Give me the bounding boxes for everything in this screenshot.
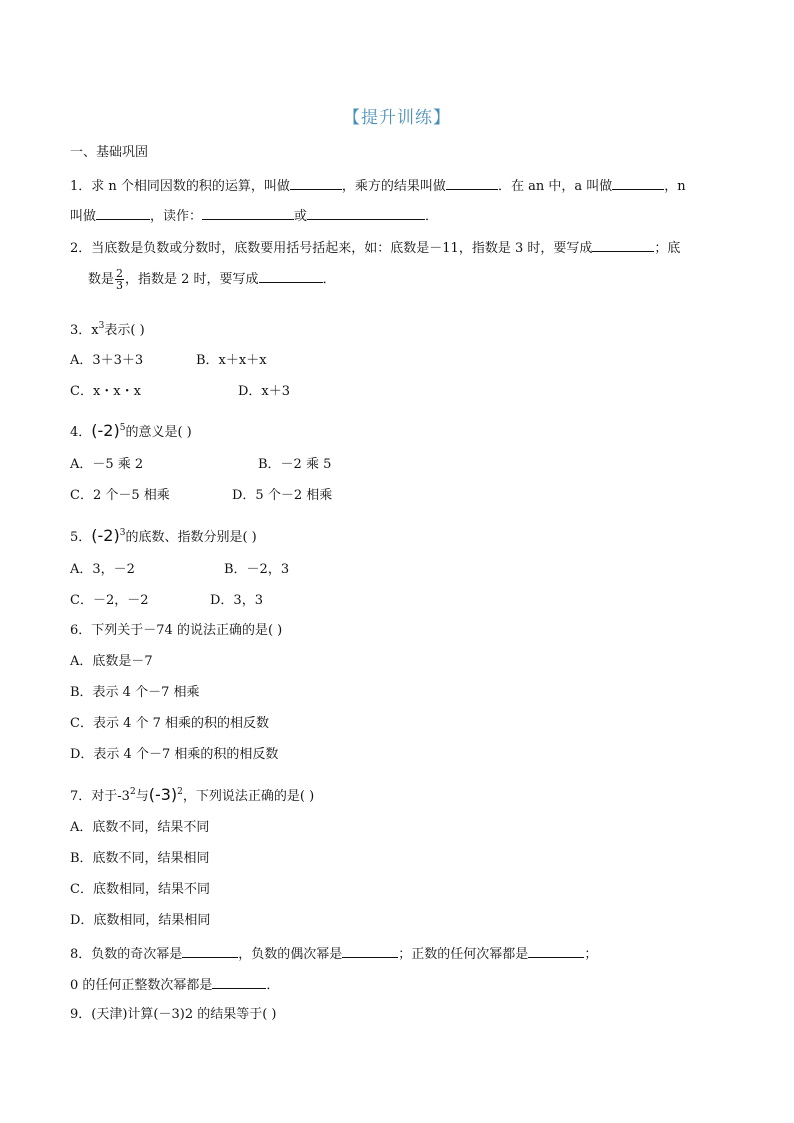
answer-blank[interactable]	[342, 944, 398, 958]
option-a[interactable]: A．底数不同，结果不同	[70, 820, 210, 835]
option-b[interactable]: B．－2，3	[224, 562, 290, 577]
answer-blank[interactable]	[259, 269, 323, 283]
option-c[interactable]: C．x・x・x	[70, 384, 141, 399]
question-2-line-2: 数是 $\frac{2}{3}$ ，指数是 2 时，要写成 ．	[88, 267, 336, 292]
question-7-stem: 7．对于$-3^2$与$(-3)^2$，下列说法正确的是( )	[70, 785, 315, 804]
page-title: 【提升训练】	[343, 108, 451, 128]
answer-blank[interactable]	[182, 944, 238, 958]
option-a[interactable]: A．底数是－7	[70, 654, 153, 669]
answer-blank[interactable]	[307, 206, 425, 220]
answer-blank[interactable]	[96, 206, 150, 220]
question-3-stem: 3．$x^3$表示( )	[70, 321, 145, 338]
answer-blank[interactable]	[202, 206, 294, 220]
question-2-line-1: 2．当底数是负数或分数时，底数要用括号括起来，如：底数是－11，指数是 3 时，要写成 ；底	[70, 238, 680, 258]
option-c[interactable]: C．－2，－2	[70, 593, 149, 608]
question-3-options-ab	[70, 352, 267, 370]
question-8-line-1: 8．负数的奇次幂是 ，负数的偶次幂是 ；正数的任何次幂都是 ；	[70, 944, 597, 964]
question-5-options-ab	[70, 561, 289, 579]
option-d[interactable]: D．5 个－2 相乘	[232, 488, 333, 503]
question-1-line-2: 叫做 ，读作： 或 ．	[70, 206, 438, 226]
option-a[interactable]: A．3，－2	[70, 562, 135, 577]
answer-blank[interactable]	[592, 238, 654, 252]
option-a[interactable]: A．3＋3＋3	[70, 353, 144, 368]
option-b[interactable]: B．表示 4 个－7 相乘	[70, 685, 200, 700]
answer-blank[interactable]	[446, 176, 498, 190]
option-d[interactable]: D．表示 4 个－7 相乘的积的相反数	[70, 747, 279, 762]
question-4-options-ab	[70, 456, 331, 474]
answer-blank[interactable]	[290, 176, 342, 190]
option-d[interactable]: D．底数相同，结果相同	[70, 913, 211, 928]
option-c[interactable]: C．表示 4 个 7 相乘的积的相反数	[70, 716, 270, 731]
option-b[interactable]: B．x＋x＋x	[196, 353, 267, 368]
answer-blank[interactable]	[528, 944, 584, 958]
question-3-options-cd	[70, 383, 290, 401]
option-b[interactable]: B．底数不同，结果相同	[70, 851, 210, 866]
question-5-options-cd	[70, 592, 263, 610]
option-c[interactable]: C．2 个－5 相乘	[70, 488, 170, 503]
option-a[interactable]: A．－5 乘 2	[70, 457, 144, 472]
option-d[interactable]: D．x＋3	[238, 384, 291, 399]
question-4-options-cd	[70, 487, 332, 505]
option-b[interactable]: B．－2 乘 5	[258, 457, 332, 472]
question-5-stem: 5．$(-2)^3$的底数、指数分别是( )	[70, 526, 257, 545]
answer-blank[interactable]	[612, 176, 664, 190]
option-c[interactable]: C．底数相同，结果不同	[70, 882, 210, 897]
answer-blank[interactable]	[212, 975, 266, 989]
section-heading: 一、基础巩固	[70, 145, 149, 160]
question-9-stem: 9．(天津)计算(－3)2 的结果等于( )	[70, 1007, 277, 1022]
question-4-stem: 4．$(-2)^5$的意义是( )	[70, 421, 192, 440]
question-6-stem: 6．下列关于－74 的说法正确的是( )	[70, 623, 283, 638]
question-1-line-1: 1．求 n 个相同因数的积的运算，叫做 ，乘方的结果叫做 ．在 an 中，a 叫做 ，n	[70, 176, 686, 196]
question-8-line-2: 0 的任何正整数次幂都是 ．	[70, 975, 279, 995]
fraction-two-thirds: $\frac{2}{3}$	[116, 267, 124, 292]
option-d[interactable]: D．3，3	[210, 593, 263, 608]
